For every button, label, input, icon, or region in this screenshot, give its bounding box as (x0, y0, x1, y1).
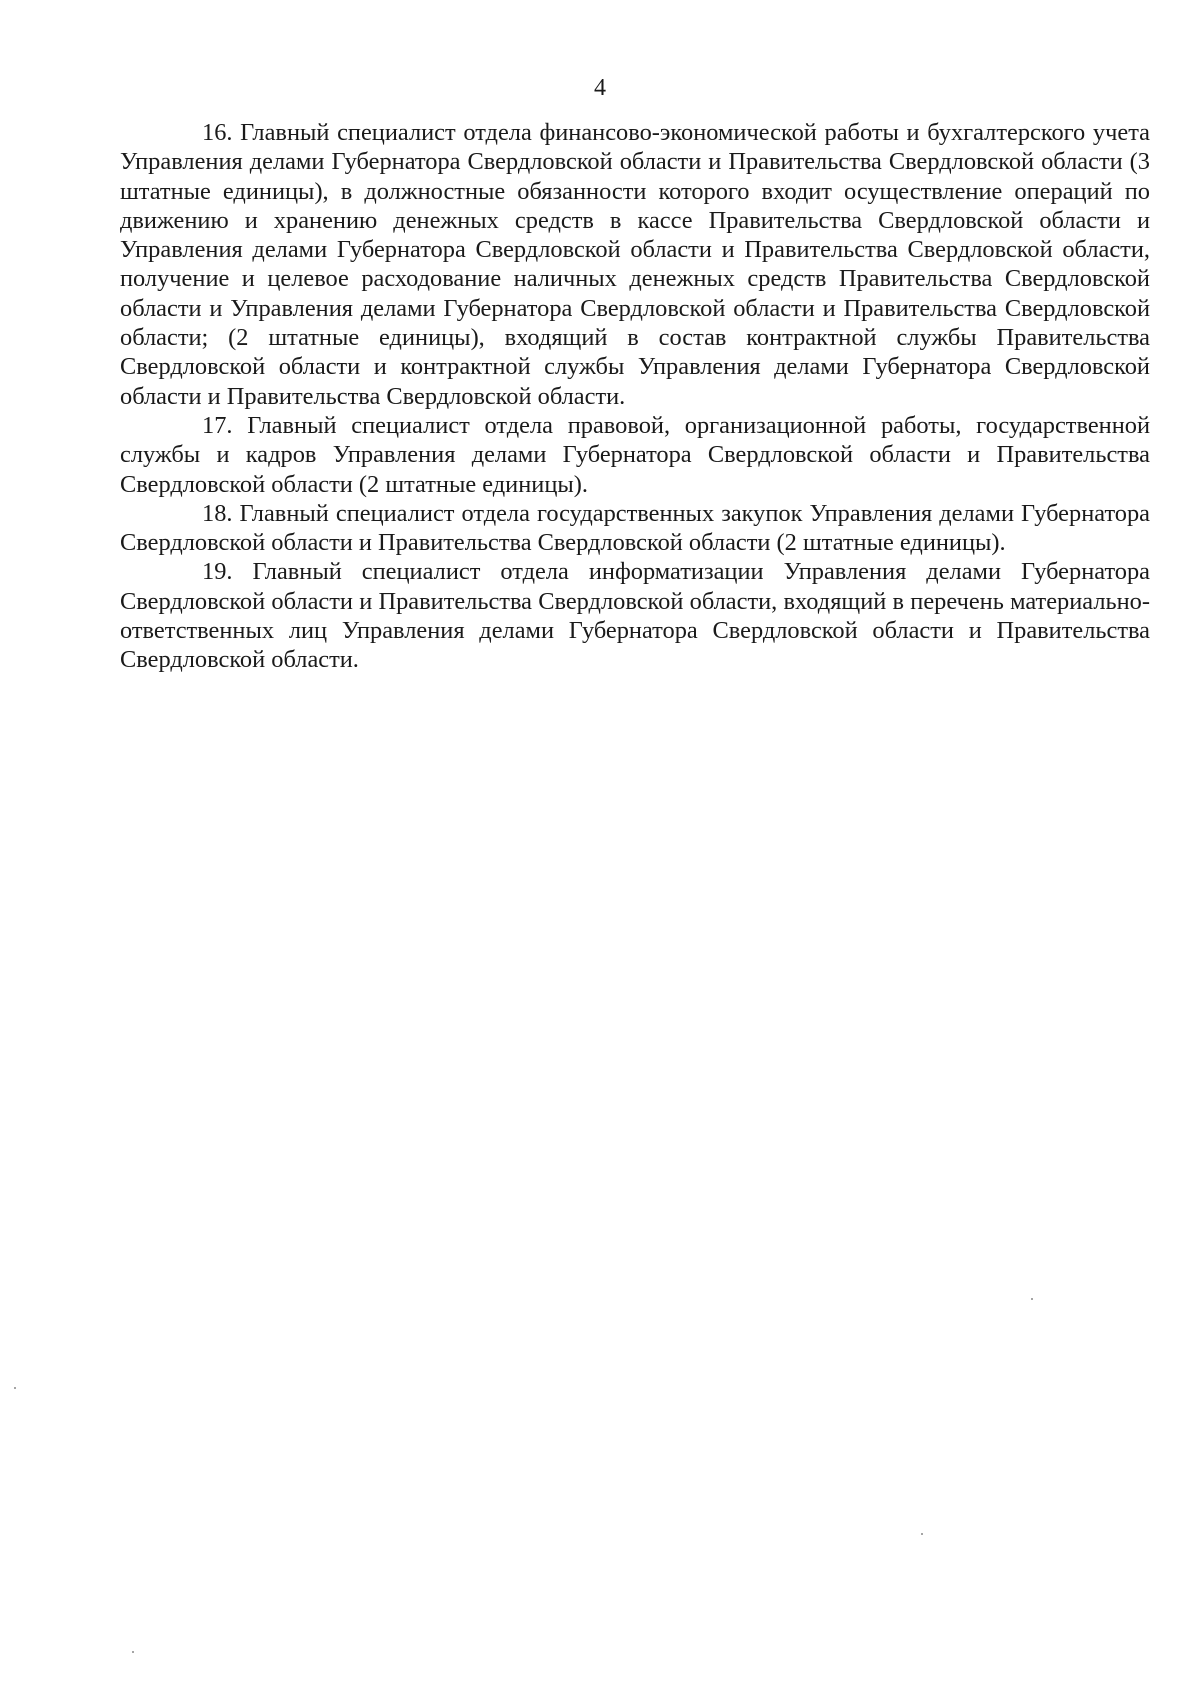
scan-speck (1031, 1298, 1033, 1300)
scan-speck (132, 1651, 134, 1653)
paragraph-16: 16. Главный специалист отдела финансово-экономической работы и бухгалтерского учета Управления делами Губернатора Свердловской области и Правительства Свердловской области (3 штатные единицы), в должностные обязанности которого входит осуществление операций по движению и хранению денежных средств в кассе Правительства Свердловской области и Управления делами Губернатора Свердловской области и Правительства Свердловской области, получение и целевое расходование наличных денежных средств Правительства Свердловской области и Управления делами Губернатора Свердловской области и Правительства Свердловской области; (2 штатные единицы), входящий в состав контрактной службы Правительства Свердловской области и контрактной службы Управления делами Губернатора Свердловской области и Правительства Свердловской области. (120, 119, 1150, 410)
paragraph-17: 17. Главный специалист отдела правовой, организационной работы, государственной службы и кадров Управления делами Губернатора Свердловской области и Правительства Свердловской области (2 штатные единицы). (120, 411, 1150, 498)
scan-speck (14, 1387, 16, 1389)
paragraph-18: 18. Главный специалист отдела государственных закупок Управления делами Губернатора Свердловской области и Правительства Свердловской области (2 штатные единицы). (120, 499, 1150, 557)
scan-speck (921, 1533, 923, 1535)
document-body (120, 118, 1150, 675)
paragraph-19: 19. Главный специалист отдела информатизации Управления делами Губернатора Свердловской области и Правительства Свердловской области, входящий в перечень материально-ответственных лиц Управления делами Губернатора Свердловской области и Правительства Свердловской области. (120, 558, 1150, 674)
page-number: 4 (594, 75, 606, 101)
